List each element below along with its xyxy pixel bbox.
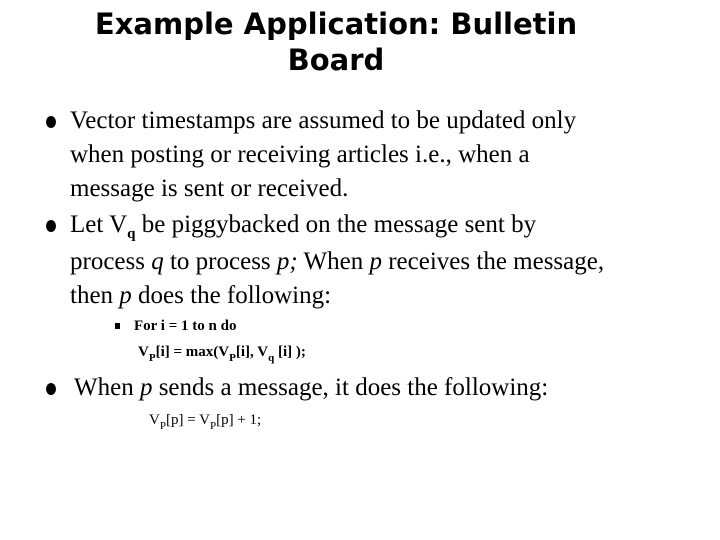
text-run: When	[297, 248, 370, 275]
bullet-1-line-1: Vector timestamps are assumed to be updated only	[70, 107, 577, 134]
max-assignment-line	[138, 342, 306, 363]
text-run: [i] );	[274, 344, 306, 360]
text-run: process	[70, 248, 152, 275]
text-run: V	[149, 412, 160, 428]
bullet-dot-icon	[46, 383, 56, 395]
text-run: then	[70, 282, 120, 309]
sub-bullet-square-icon	[115, 323, 120, 329]
bullet-3-line-1	[74, 371, 548, 405]
text-run: [p] + 1;	[216, 412, 262, 428]
slide-title	[0, 6, 672, 78]
text-run: to process	[163, 248, 277, 275]
italic-p: p;	[276, 248, 298, 275]
subscript-p: P	[148, 352, 156, 364]
text-run: does the following:	[131, 282, 332, 309]
bullet-2-line-2	[70, 245, 604, 279]
italic-q: q	[151, 248, 164, 275]
bullet-1-text	[70, 104, 576, 206]
bullet-1-line-3: message is sent or received.	[70, 175, 349, 202]
text-run: receives the message,	[381, 248, 605, 275]
text-run: [p] = V	[165, 412, 210, 428]
subscript-q: q	[127, 226, 136, 242]
italic-p: p	[369, 248, 382, 275]
italic-p: p	[139, 374, 153, 401]
text-run: sends a message, it does the following:	[152, 374, 549, 401]
increment-line	[149, 410, 261, 431]
bullet-dot-icon	[46, 220, 56, 232]
italic-p: p	[119, 282, 132, 309]
bullet-2-line-3	[70, 279, 604, 313]
text-run: When	[74, 374, 140, 401]
text-run: V	[138, 344, 149, 360]
bullet-dot-icon	[46, 116, 56, 128]
title-line-1: Example Application: Bulletin	[94, 7, 578, 41]
subscript-p: P	[209, 420, 217, 432]
subscript-p: P	[229, 352, 236, 364]
text-run: [i], V	[235, 344, 269, 360]
bullet-1-line-2: when posting or receiving articles i.e., when a	[70, 141, 530, 168]
text-run: [i] = max(V	[155, 344, 230, 360]
bullet-2-line-1	[70, 208, 604, 245]
text-run: Let V	[70, 211, 128, 238]
bullet-2-text	[70, 208, 604, 313]
subscript-q: q	[268, 352, 275, 364]
loop-line: For i = 1 to n do	[134, 318, 237, 334]
bullet-3-text	[74, 371, 548, 405]
text-run: be piggybacked on the message sent by	[135, 211, 537, 238]
title-line-2: Board	[287, 43, 385, 77]
subscript-p: P	[159, 420, 166, 432]
